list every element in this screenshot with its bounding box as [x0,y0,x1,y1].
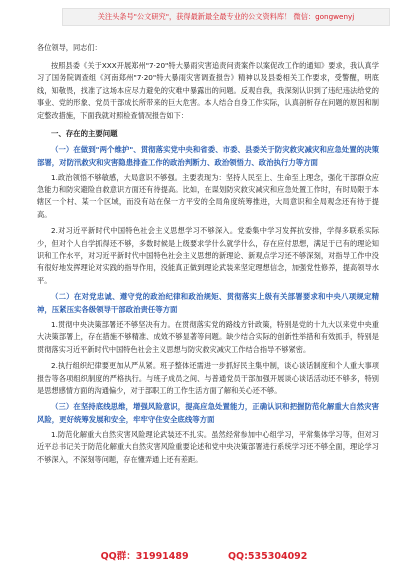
paragraph-1-1: 1.政治领悟不够敏感，大局意识不够强。主要表现为：坚持人民至上、生命至上理念，强化干部群众应急能力和防灾避险自救意识方面还有待提高。比如，在谋划防灾救灾减灾和应急处置工作时，有时局限于本辖区一个村、某一个区域，而没有站在保一方平安的全局角度统筹推进，大局意识和全局观念还有待于提高。 [37,172,379,219]
intro-paragraph: 按照县委《关于XXX开展郑州"7·20"特大暴雨灾害追责问责案件以案促改工作的通知》要求，我认真学习了国务院调查组《河南郑州"7·20"特大暴雨灾害调查报告》精神以及县委相关工作要求，受警醒，明底线，知敬畏，找准了这场本应尽力避免的灾难中暴露出的问题。反观自我，我深刻认识到了违纪违法给党的事业、党的形象、党员干部成长所带来的巨大危害。本人结合自身工作实际，认真剖析存在问题的原因和制定整改措施，下面我就对照检查情况报告如下： [37,61,379,120]
salutation: 各位领导，同志们： [37,43,102,52]
qq-text: QQ:535304092 [227,551,308,562]
paragraph-3-1: 1.防范化解重大自然灾害风险理论武装还不扎实。虽然经常参加中心组学习，平常集体学习等，但对习近平总书记关于防范化解重大自然灾害风险重要论述和党中央决策部署进行系统学习还不够全面，理论学习不够深入，不深刻等问题，存在懂弄通上还有差距。 [37,429,379,464]
footer-contact [0,548,408,562]
section-heading: 一、存在的主要问题 [51,129,118,139]
document-body [37,42,379,466]
subsection-heading-2: （二）在对党忠诚、遵守党的政治纪律和政治规矩、贯彻落实上级有关部署要求和中央八项规定精神，压紧压实各级领导干部政治责任等方面 [37,292,379,315]
subsection-heading-1: （一）在做到"两个维护"、贯彻落实党中央和省委、市委、县委关于防灾救灾减灾和应急处置的决策部署，对防汛救灾和灾害隐患排查工作的政治判断力、政治领悟力、政治执行力等方面 [37,145,379,167]
paragraph-2-1: 1.贯彻中央决策部署还不够坚决有力。在贯彻落实党的路线方针政策，特别是党的十九大以来党中央重大决策部署上，存在措施不够精准、成效不够显著等问题。缺少结合实际的创新性举措和有效抓手，特别是贯彻落实习近平新时代中国特色社会主义思想与防灾救灾减灾工作结合指导不够紧密。 [37,319,379,354]
qq-group-text: QQ群：31991489 [100,551,189,562]
promo-banner[interactable]: 关注头条号"公文研究"，获得最新最全最专业的公文资料库！ 微信：gongwenyj [62,8,390,26]
subsection-heading-3: （三）在坚持底线思维，增强风险意识，提高应急处置能力，正确认识和把握防范化解重大自然灾害风险，更好统筹发展和安全，牢牢守住安全底线等方面 [37,402,379,425]
paragraph-1-2: 2.对习近平新时代中国特色社会主义思想学习不够深入。党委集中学习发挥抗安排，学得多联系实际少，但对个人自学抓得还不够，多数时候是上级要求学什么就学什么，存在应付思想，满足于已有的理论知识和工作水平，对习近平新时代中国特色社会主义思想的新理论、新观点学习还不够深刻，对指导工作中没有很好地发挥理论对实践的指导作用，没能真正做到理论武装来坚定理想信念，加强党性修养，提高领导水平。 [37,226,379,285]
paragraph-2-2: 2.执行组织纪律要更加从严从紧。班子整体还需进一步抓好民主集中制，谈心谈话制度和个人重大事项报告等各项组织制度的严格执行。与班子成员之间、与普通党员干部加强开展谈心谈话活动还不够多，特别是思想感情方面的沟通偏少，对于部职工的工作生活方面了解和关心还不够。 [37,361,379,395]
